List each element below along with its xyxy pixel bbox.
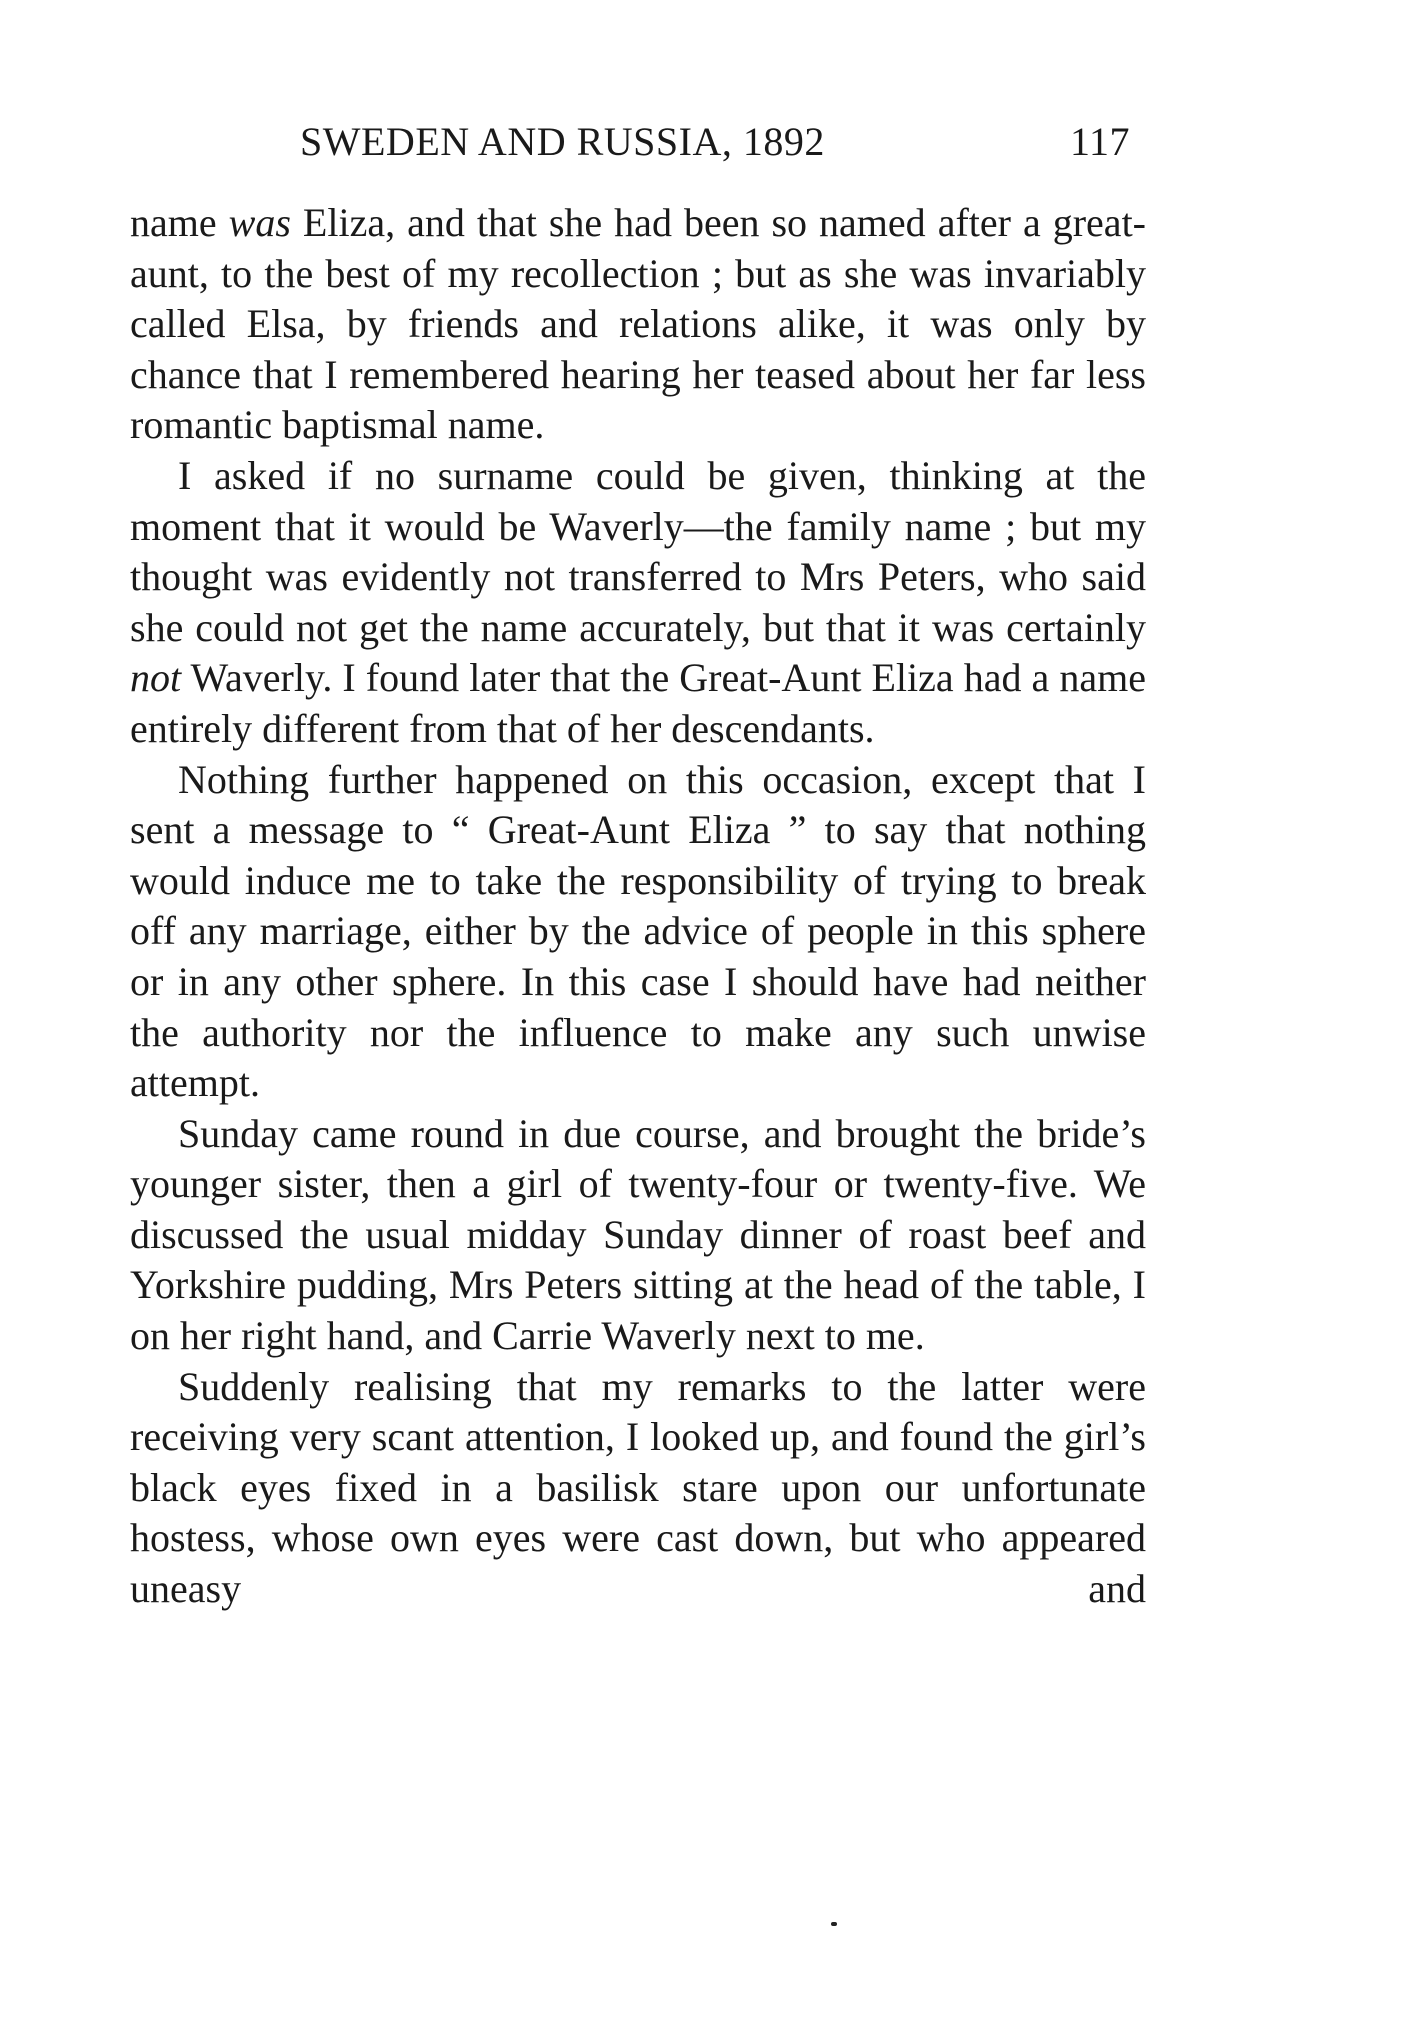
emphasis-text: was (228, 200, 291, 245)
paragraph-text: name (130, 200, 229, 245)
page-number: 117 (1070, 119, 1131, 164)
paragraph-1 (130, 198, 1146, 451)
emphasis-text: not (130, 655, 182, 701)
paragraph-text: Sunday came round in due course, and brought the bride’s younger sister, then a girl of twenty-four or twenty-five. We discussed the usual midday Sunday dinner of roast beef and Yorkshire pudding, Mrs Peters sitting at the head of the table, I on her right hand, and Carrie Waverly next to me. (130, 1110, 1146, 1359)
paragraph-text: I asked if no surname could be given, thinking at the moment that it would be Waverly—the family name ; but my thought was evidently not transferred to Mrs Peters, who said she could not get the name accurately, but that it was certainly (130, 452, 1146, 650)
paragraph-text: Eliza, and that she had been so named after a great-aunt, to the best of my recollection ; but as she was invariably called Elsa, by friends and relations alike, it was only by chance that I remembered hearing her teased about her far less romantic baptismal name. (130, 200, 1146, 448)
running-head (0, 118, 1406, 178)
paragraph-text: Waverly. I found later that the Great-Aunt Eliza had a name entirely different from that of her descendants. (130, 655, 1146, 751)
paragraph-text: Nothing further happened on this occasion, except that I sent a message to “ Great-Aunt Eliza ” to say that nothing would induce me to take the responsibility of trying to break off any marriage, either by the advice of people in this sphere or in any other sphere. In this case I should have had neither the authority nor the influence to make any such unwise attempt. (130, 756, 1146, 1106)
print-mark (831, 1922, 837, 1926)
running-title: SWEDEN AND RUSSIA, 1892 (300, 119, 825, 164)
paragraph-text: Suddenly realising that my remarks to the latter were receiving very scant attention, I looked up, and found the girl’s black eyes fixed in a basilisk stare upon our unfortunate hostess, whose own eyes were cast down, but who appeared uneasy and (130, 1363, 1146, 1612)
paragraph-2 (130, 451, 1146, 755)
paragraph-3 (130, 755, 1146, 1109)
body-text (130, 198, 1146, 1615)
paragraph-5 (130, 1362, 1146, 1615)
paragraph-4 (130, 1109, 1146, 1362)
